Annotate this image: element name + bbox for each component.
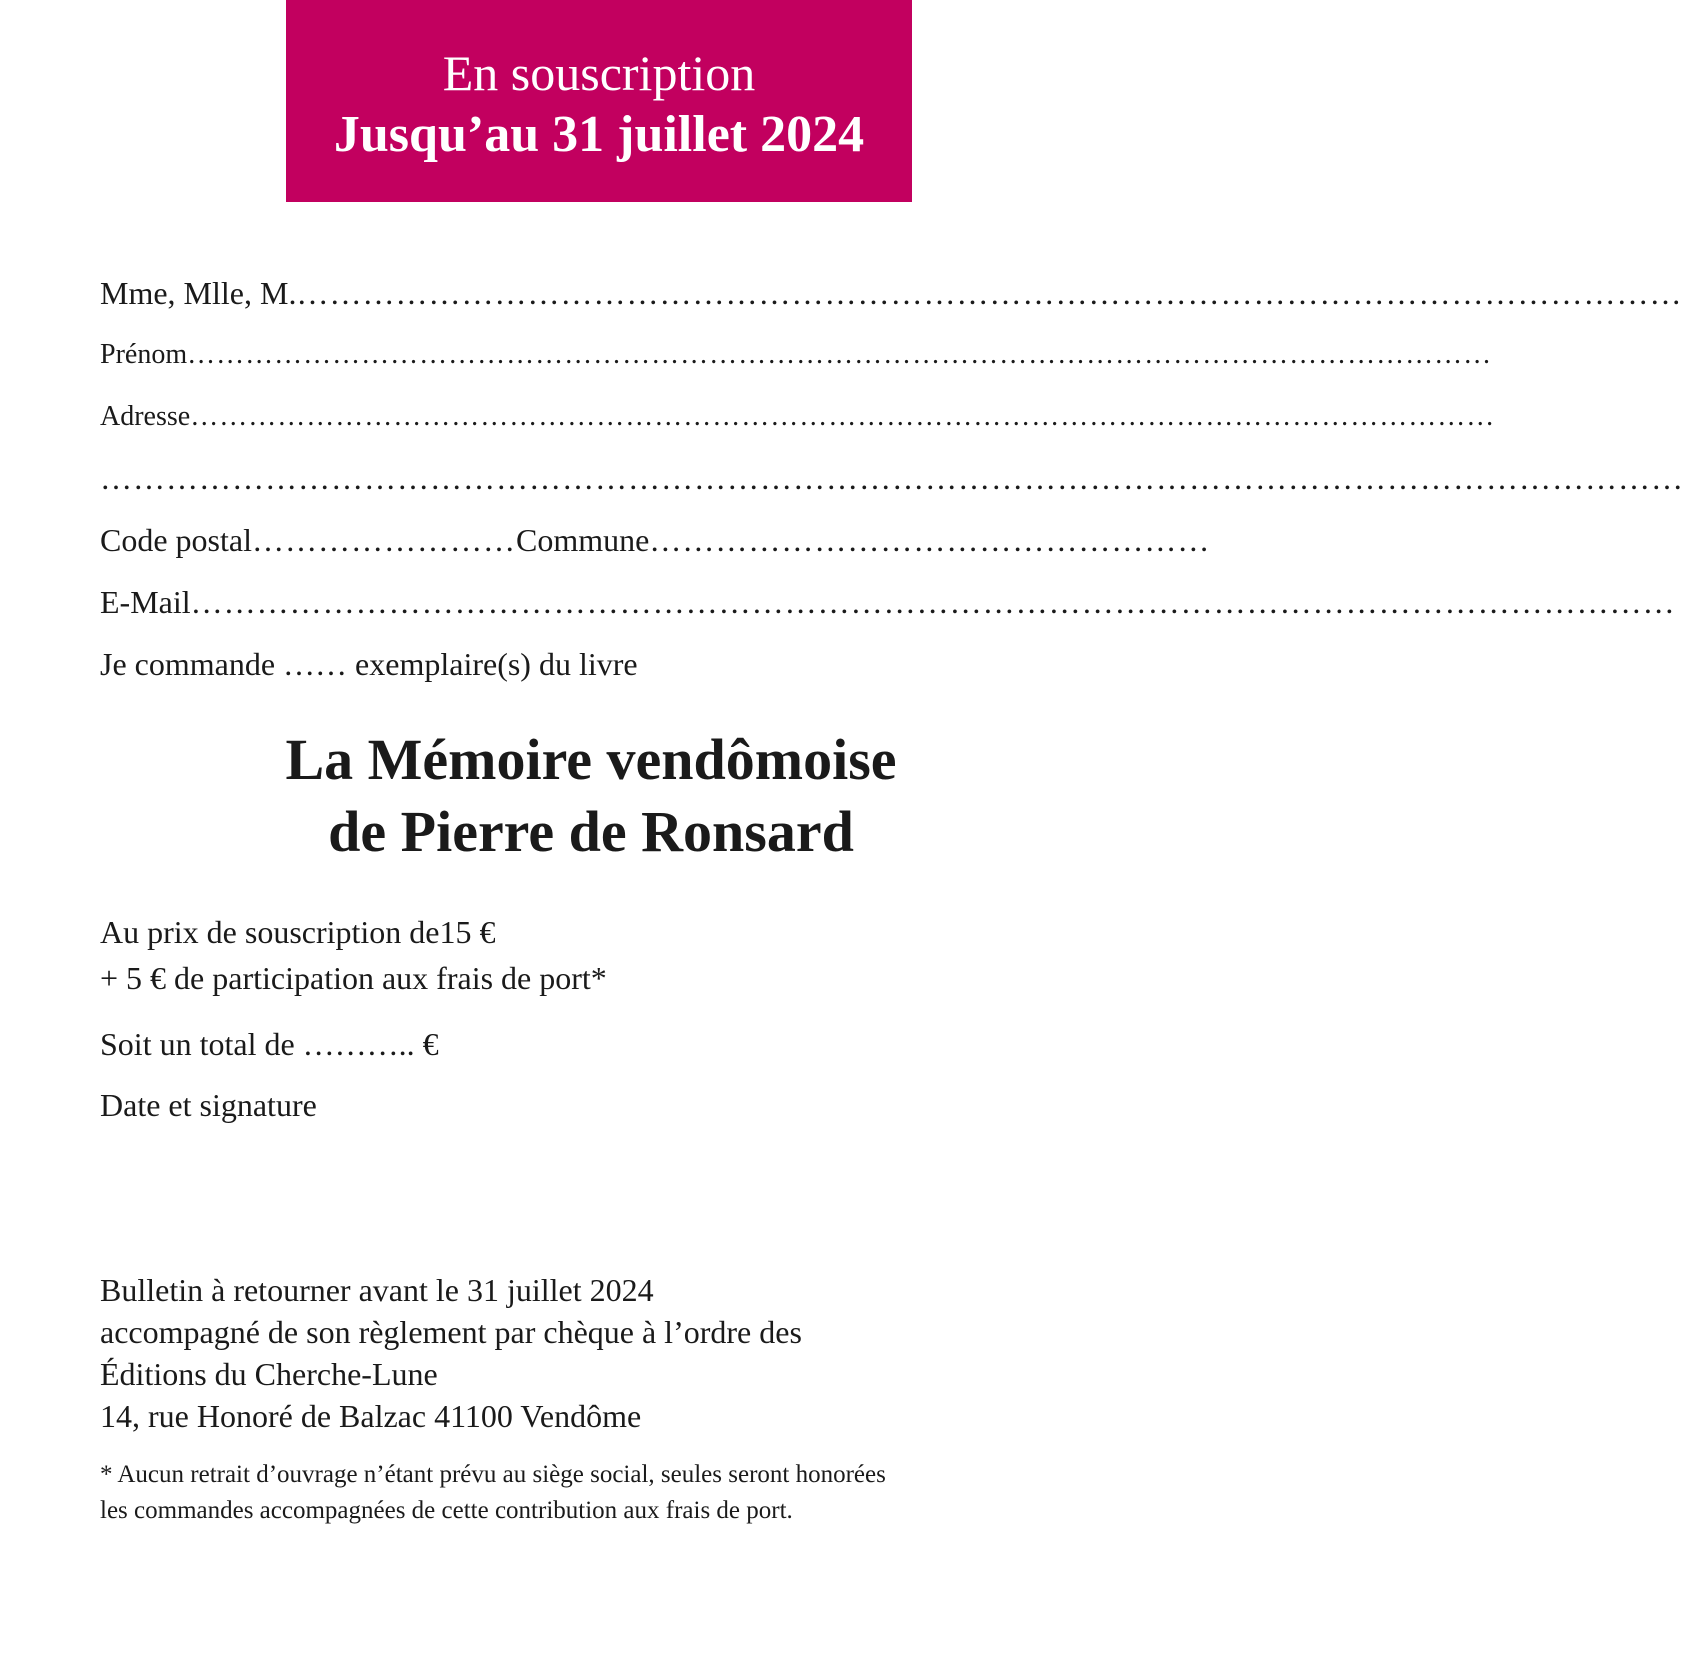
postal-code-label: Code postal (100, 522, 252, 558)
order-quantity-dots[interactable]: …… (283, 646, 348, 682)
banner-line-deadline: Jusqu’au 31 juillet 2024 (333, 106, 865, 163)
postal-code-town-field[interactable] (100, 522, 1211, 562)
address-dotted-line-2[interactable]: ……………………………………………………………………………………………………………………………… (100, 460, 1684, 496)
order-quantity-field[interactable] (100, 646, 1080, 686)
return-line-4: 14, rue Honoré de Balzac 41100 Vendôme (100, 1398, 642, 1434)
first-name-dotted-line[interactable]: ……………………………………………………………………………………………………………………… (187, 339, 1493, 370)
address-dotted-line-1[interactable]: ……………………………………………………………………………………………………………………… (190, 401, 1496, 432)
book-title-line-1: La Mémoire vendômoise (285, 727, 897, 792)
price-line-2: + 5 € de participation aux frais de port* (100, 960, 607, 996)
total-field[interactable] (100, 1022, 439, 1066)
total-prefix: Soit un total de (100, 1026, 295, 1062)
subscription-banner (286, 0, 912, 202)
civility-dotted-line[interactable]: ……………………………………………………………………………………………………………… (296, 275, 1683, 311)
footnote-line-2: les commandes accompagnées de cette contribution aux frais de port. (100, 1497, 793, 1524)
order-suffix: exemplaire(s) du livre (355, 646, 638, 682)
email-field[interactable] (100, 584, 1676, 624)
return-line-1: Bulletin à retourner avant le 31 juillet 2024 (100, 1272, 654, 1308)
signature-label: Date et signature (100, 1087, 317, 1123)
order-prefix: Je commande (100, 646, 276, 682)
return-line-3: Éditions du Cherche-Lune (100, 1356, 438, 1392)
footnote-line-1: * Aucun retrait d’ouvrage n’étant prévu au siège social, seules seront honorées (100, 1461, 886, 1488)
town-label: Commune (515, 522, 650, 558)
email-dotted-line[interactable]: ……………………………………………………………………………………………………………………… (190, 584, 1676, 620)
email-label: E-Mail (100, 584, 191, 620)
first-name-label: Prénom (100, 339, 188, 370)
postal-code-dotted-line[interactable]: …………………… (251, 522, 516, 558)
civility-label: Mme, Mlle, M. (100, 275, 297, 311)
banner-line-subscription: En souscription (442, 45, 756, 101)
total-currency: € (422, 1026, 439, 1062)
address-field[interactable] (100, 401, 1496, 441)
price-line-1: Au prix de souscription de15 € (100, 914, 496, 950)
total-dots[interactable]: ……….. (302, 1026, 423, 1062)
book-title-line-2: de Pierre de Ronsard (328, 799, 854, 864)
address-field-line-2[interactable] (100, 460, 1684, 500)
return-line-2: accompagné de son règlement par chèque à l’ordre des (100, 1314, 802, 1350)
town-dotted-line[interactable]: …………………………………………… (649, 522, 1211, 558)
address-label: Adresse (100, 401, 191, 432)
first-name-field[interactable] (100, 339, 1493, 379)
civility-field[interactable] (100, 275, 1683, 315)
